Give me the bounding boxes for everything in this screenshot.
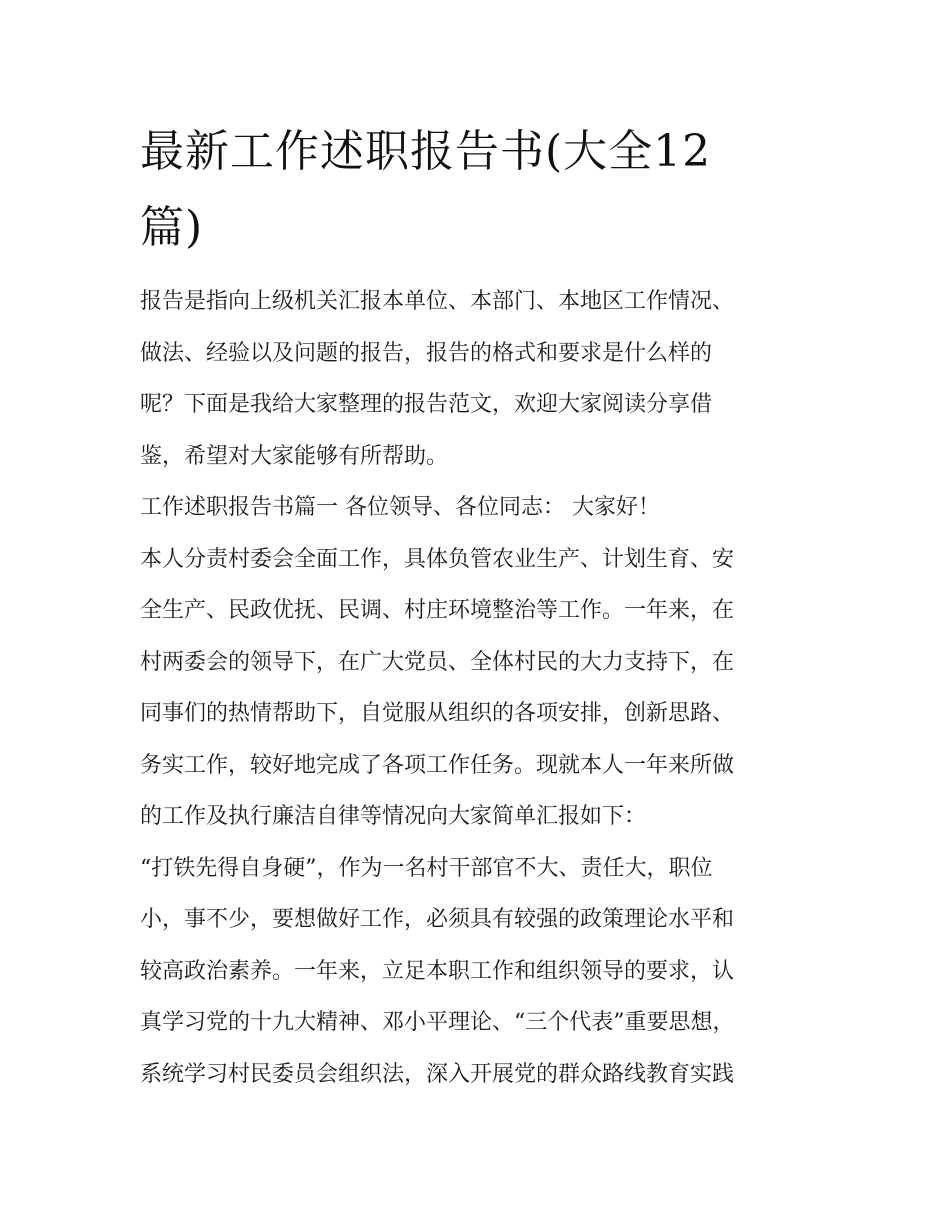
text-line: 工作述职报告书篇一 各位领导、各位同志： 大家好！ (140, 495, 660, 520)
text-line: “打铁先得自身硬”，作为一名村干部官不大、责任大，职位 (140, 855, 713, 881)
text-line: 本人分责村委会全面工作，具体负管农业生产、计划生育、安 (140, 546, 735, 572)
text-line: 全生产、民政优抚、民调、村庄环境整治等工作。一年来，在 (140, 598, 735, 623)
title-line: 最新工作述职报告书(大全12 (140, 126, 712, 177)
text-line: 较高政治素养。一年来，立足本职工作和组织领导的要求，认 (140, 958, 735, 984)
text-line: 同事们的热情帮助下，自觉服从组织的各项安排，创新思路、 (140, 701, 735, 726)
text-line: 的工作及执行廉洁自律等情况向大家简单汇报如下： (140, 804, 647, 829)
text-line: 鉴，希望对大家能够有所帮助。 (140, 443, 449, 469)
document-title (140, 114, 820, 266)
title-line: 篇) (140, 202, 204, 253)
text-line: 真学习党的十九大精神、邓小平理论、“三个代表”重要思想， (140, 1010, 735, 1035)
text-line: 村两委会的领导下，在广大党员、全体村民的大力支持下，在 (140, 649, 735, 675)
text-line: 系统学习村民委员会组织法，深入开展党的群众路线教育实践 (140, 1061, 735, 1087)
text-line: 做法、经验以及问题的报告，报告的格式和要求是什么样的 (140, 340, 713, 366)
greeting-paragraph (140, 482, 812, 534)
text-line: 务实工作，较好地完成了各项工作任务。现就本人一年来所做 (140, 752, 735, 778)
text-line: 报告是指向上级机关汇报本单位、本部门、本地区工作情况、 (140, 289, 735, 314)
intro-paragraph (140, 276, 812, 482)
study-paragraph (140, 843, 812, 1101)
text-line: 呢？下面是我给大家整理的报告范文，欢迎大家阅读分享借 (140, 392, 713, 417)
text-line: 小，事不少，要想做好工作，必须具有较强的政策理论水平和 (140, 907, 735, 932)
duties-paragraph (140, 534, 812, 843)
document-body (140, 276, 812, 1100)
